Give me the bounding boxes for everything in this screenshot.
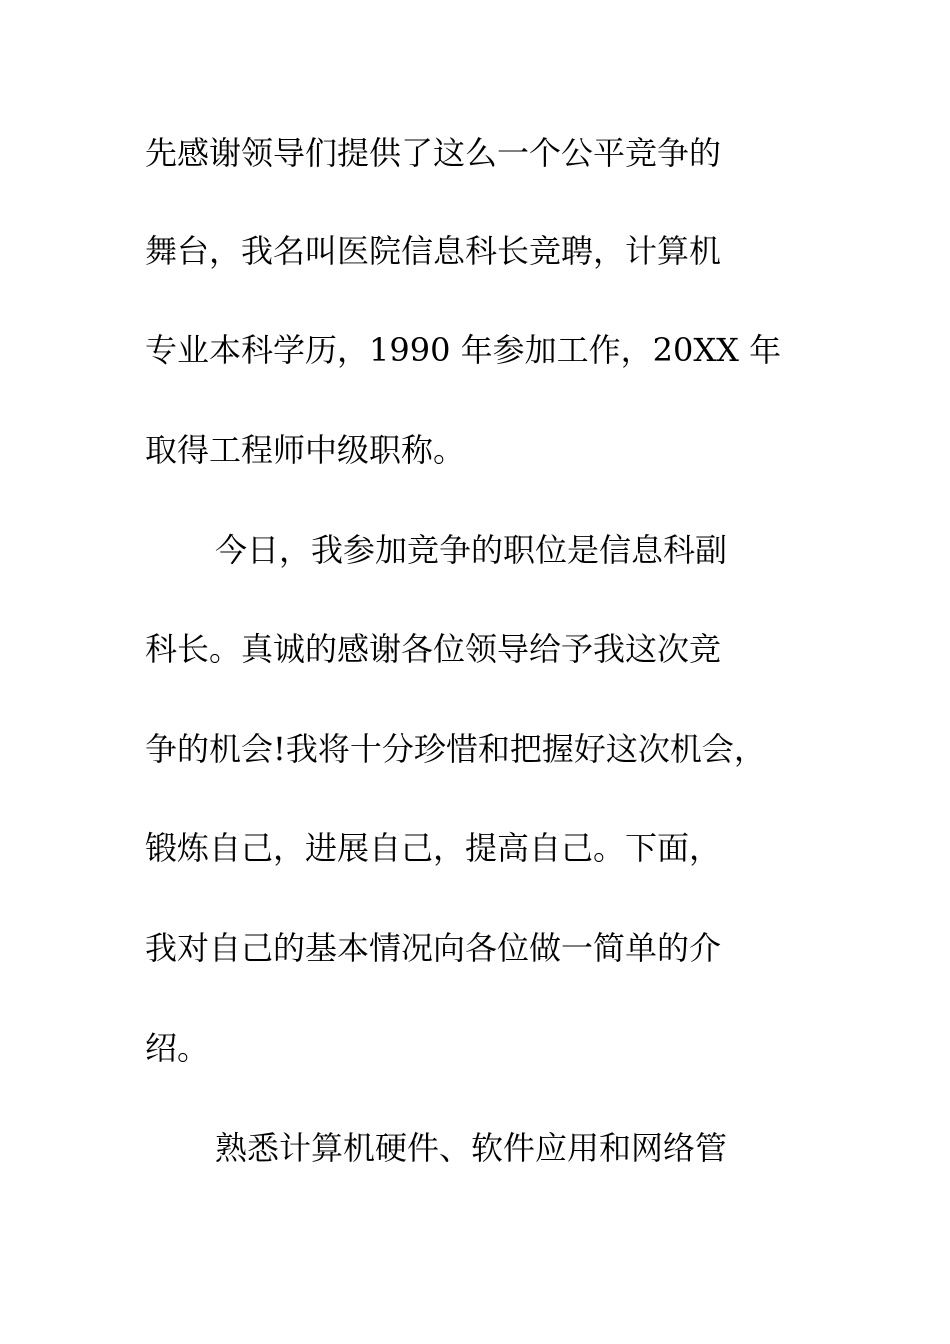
text-line-7: 争的机会!我将十分珍惜和把握好这次机会， xyxy=(145,730,766,768)
text-line-9: 我对自己的基本情况向各位做一简单的介 xyxy=(145,929,722,967)
text-line-3: 专业本科学历，1990 年参加工作，20XX 年 xyxy=(145,331,782,369)
text-line-6: 科长。真诚的感谢各位领导给予我这次竞 xyxy=(145,630,722,668)
text-line-10: 绍。 xyxy=(145,1029,210,1067)
text-line-1: 先感谢领导们提供了这么一个公平竞争的 xyxy=(145,134,722,172)
text-line-2: 舞台，我名叫医院信息科长竞聘，计算机 xyxy=(145,232,722,270)
text-line-4: 取得工程师中级职称。 xyxy=(145,431,466,469)
paragraph-start-line-2: 熟悉计算机硬件、软件应用和网络管 xyxy=(215,1129,728,1167)
text-line-8: 锻炼自己，进展自己，提高自己。下面， xyxy=(145,829,722,867)
paragraph-start-line: 今日，我参加竞争的职位是信息科副 xyxy=(215,531,728,569)
